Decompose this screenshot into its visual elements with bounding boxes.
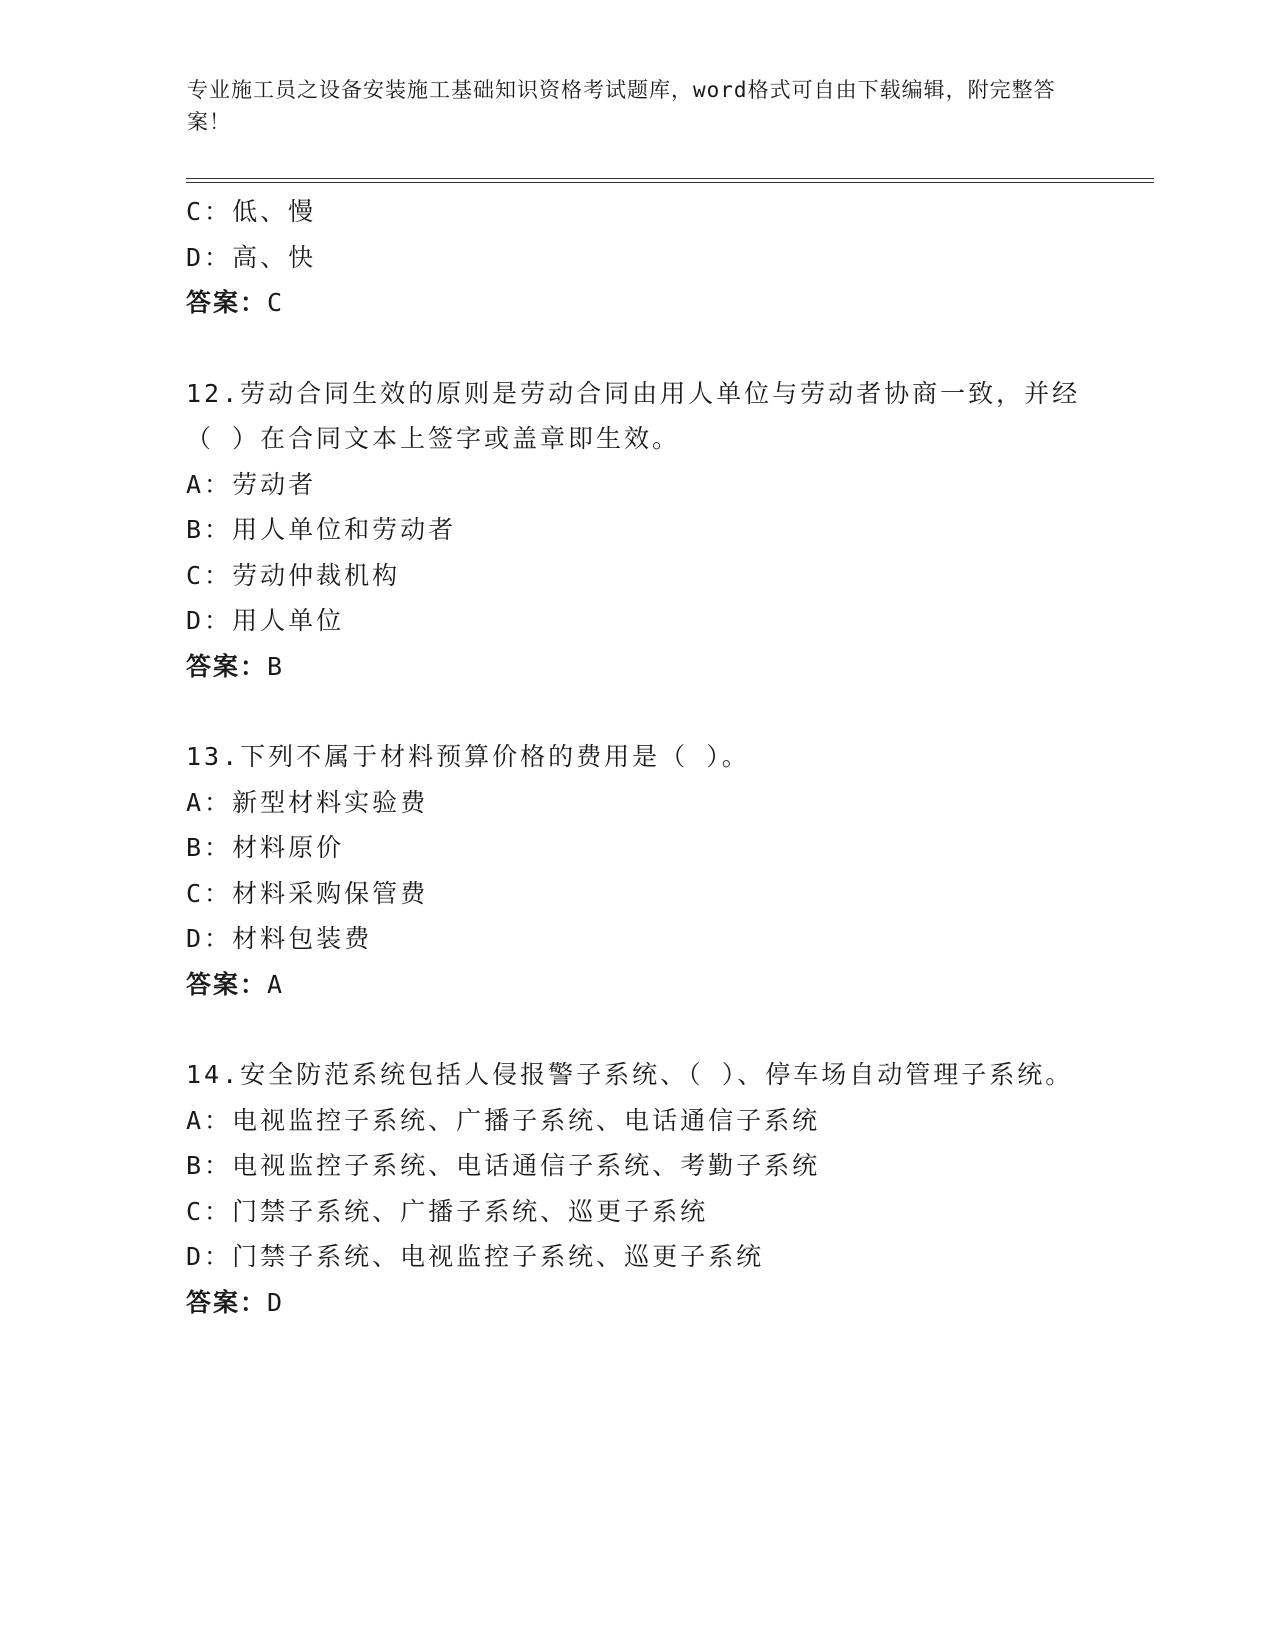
question-text: 安全防范系统包括人侵报警子系统、（ ）、停车场自动管理子系统。 [240,1060,1074,1089]
option-c [186,1189,1086,1235]
option-label: D： [186,606,233,635]
answer-line [186,280,1086,326]
option-label: A： [186,1105,233,1135]
question-text: 下列不属于材料预算价格的费用是（ ）。 [240,742,750,771]
answer-label: 答案： [186,288,268,317]
question-stem [186,1052,1086,1098]
option-text: 电视监控子系统、广播子系统、电话通信子系统 [232,1105,821,1135]
option-text: 电视监控子系统、电话通信子系统、考勤子系统 [232,1151,821,1180]
option-label: A： [186,469,233,499]
spacer [186,1007,1086,1052]
option-text: 高、快 [232,242,317,272]
answer-label: 答案： [186,651,268,681]
option-text: 门禁子系统、广播子系统、巡更子系统 [232,1196,709,1226]
option-text: 劳动者 [232,469,317,499]
option-b [186,1143,1086,1189]
option-d [186,235,1086,281]
question-number: 13. [186,742,241,771]
option-text: 材料原价 [232,833,345,862]
question-content [186,189,1086,1325]
option-label: C： [186,878,233,908]
answer-line [186,962,1086,1008]
option-a [186,462,1086,508]
option-c [186,871,1086,917]
option-label: D： [186,242,233,272]
option-text: 门禁子系统、电视监控子系统、巡更子系统 [232,1242,765,1271]
answer-value: C [267,288,284,317]
answer-label: 答案： [186,1287,268,1317]
option-c [186,189,1086,235]
option-a [186,780,1086,826]
question-number: 12. [186,378,241,408]
option-label: D： [186,1242,233,1271]
option-text: 用人单位和劳动者 [232,515,457,544]
option-label: C： [186,1196,233,1226]
question-13 [186,734,1086,1007]
answer-value: A [267,969,284,999]
option-b [186,507,1086,553]
option-d [186,598,1086,644]
option-b [186,825,1086,871]
question-14 [186,1052,1086,1325]
answer-line [186,1280,1086,1326]
option-text: 材料包装费 [232,924,373,953]
continued-question [186,189,1086,326]
option-text: 材料采购保管费 [232,878,429,908]
option-label: B： [186,515,233,544]
answer-line [186,644,1086,690]
option-label: A： [186,787,233,817]
option-d [186,1234,1086,1280]
header-divider-top [186,178,1154,179]
option-c [186,553,1086,599]
question-stem [186,734,1086,780]
option-label: C： [186,197,233,226]
option-label: B： [186,1151,233,1180]
spacer [186,689,1086,734]
spacer [186,326,1086,371]
question-number: 14. [186,1060,241,1089]
option-label: D： [186,924,233,953]
option-label: B： [186,833,233,862]
question-text: 劳动合同生效的原则是劳动合同由用人单位与劳动者协商一致，并经（ ）在合同文本上签字或盖章即生效。 [186,378,1081,453]
option-text: 劳动仲裁机构 [232,560,401,590]
option-text: 用人单位 [232,606,345,635]
header-divider-bottom [186,182,1154,183]
option-text: 新型材料实验费 [232,787,429,817]
option-d [186,916,1086,962]
option-a [186,1098,1086,1144]
question-stem [186,371,1086,462]
option-label: C： [186,560,233,590]
answer-label: 答案： [186,969,268,999]
document-header: 专业施工员之设备安装施工基础知识资格考试题库，word格式可自由下载编辑，附完整答案！ [187,78,1056,134]
answer-value: B [267,651,284,681]
answer-value: D [267,1287,284,1317]
option-text: 低、慢 [232,197,317,226]
question-12 [186,371,1086,690]
